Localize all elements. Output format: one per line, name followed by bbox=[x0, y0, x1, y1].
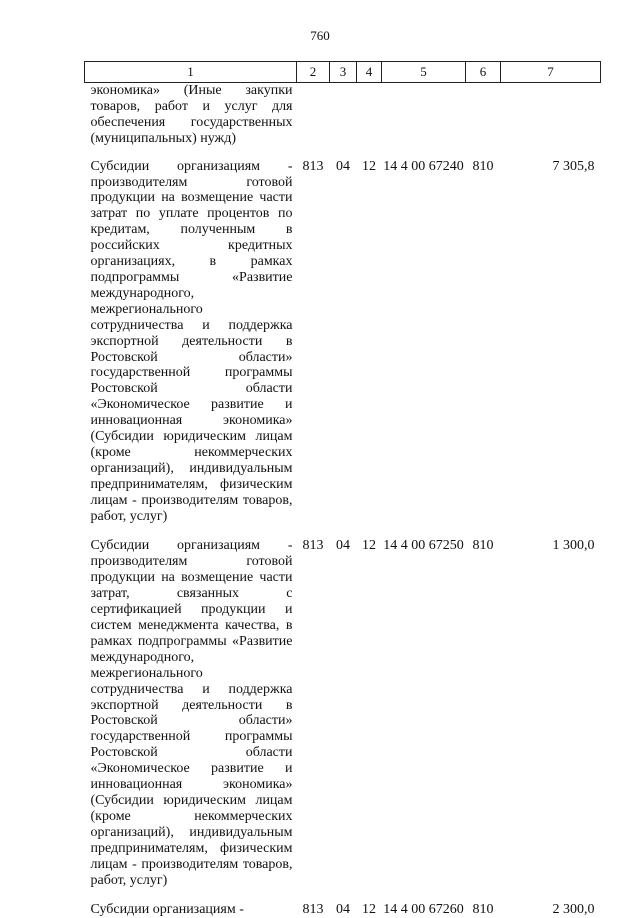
row-section: 04 bbox=[336, 538, 350, 554]
row-expense-type: 810 bbox=[472, 158, 494, 174]
row-expense-type bbox=[466, 83, 501, 159]
header-col-2: 2 bbox=[297, 62, 330, 83]
row-target-article: 14 4 00 67240 bbox=[383, 158, 464, 174]
row-subsection: 12 bbox=[362, 902, 376, 918]
row-description: Субсидии организациям - производителям готовой продукции на возмещение части затрат, связанных с сертификацией продукции и систем менеджмента качества, в рамках подпрограммы «Развитие международного, межрегионального сотрудничества и поддержка экспортной деятельности в Ростовской области» государственной программы Ростовской области «Экономическое развитие и инновационная экономика» (Субсидии юридическим лицам (кроме некоммерческих организаций), индивидуальным предпринимателям, физическим лицам - производителям товаров, работ, услуг) bbox=[90, 538, 293, 888]
row-ministry-code: 813 bbox=[302, 158, 324, 174]
row-section bbox=[330, 83, 357, 159]
header-col-6: 6 bbox=[466, 62, 501, 83]
header-row bbox=[85, 62, 601, 83]
header-col-7: 7 bbox=[501, 62, 601, 83]
row-section: 04 bbox=[336, 158, 350, 174]
row-target-article: 14 4 00 67260 bbox=[383, 902, 464, 918]
row-target-article: 14 4 00 67250 bbox=[383, 538, 464, 554]
row-description: Субсидии организациям - bbox=[90, 902, 244, 918]
budget-table bbox=[84, 61, 601, 918]
row-subsection: 12 bbox=[362, 538, 376, 554]
header-col-4: 4 bbox=[357, 62, 382, 83]
row-target-article bbox=[382, 83, 466, 159]
page-number: 760 bbox=[310, 28, 330, 43]
row-amount: 7 305,8 bbox=[552, 158, 595, 174]
header-col-3: 3 bbox=[330, 62, 357, 83]
row-subsection bbox=[357, 83, 382, 159]
row-description: экономика» (Иные закупки товаров, работ и услуг для обеспечения государственных (муниципальных) нужд) bbox=[90, 83, 293, 146]
header-col-5: 5 bbox=[382, 62, 466, 83]
row-ministry-code: 813 bbox=[302, 902, 324, 918]
row-ministry-code bbox=[297, 83, 330, 159]
table-row bbox=[85, 159, 601, 539]
table-row bbox=[85, 83, 601, 159]
table-row bbox=[85, 538, 601, 902]
row-expense-type: 810 bbox=[472, 538, 494, 554]
row-amount bbox=[501, 83, 601, 159]
row-section: 04 bbox=[336, 902, 350, 918]
row-subsection: 12 bbox=[362, 158, 376, 174]
row-description: Субсидии организациям - производителям готовой продукции на возмещение части затрат по уплате процентов по кредитам, полученным в российских кредитных организациях, в рамках подпрограммы «Развитие международного, межрегионального сотрудничества и поддержка экспортной деятельности в Ростовской области» государственной программы Ростовской области «Экономическое развитие и инновационная экономика» (Субсидии юридическим лицам (кроме некоммерческих организаций), индивидуальным предпринимателям, физическим лицам - производителям товаров, работ, услуг) bbox=[90, 158, 293, 524]
row-amount: 2 300,0 bbox=[552, 902, 595, 918]
row-expense-type: 810 bbox=[472, 902, 494, 918]
header-col-1: 1 bbox=[85, 62, 297, 83]
row-amount: 1 300,0 bbox=[552, 538, 595, 554]
row-ministry-code: 813 bbox=[302, 538, 324, 554]
